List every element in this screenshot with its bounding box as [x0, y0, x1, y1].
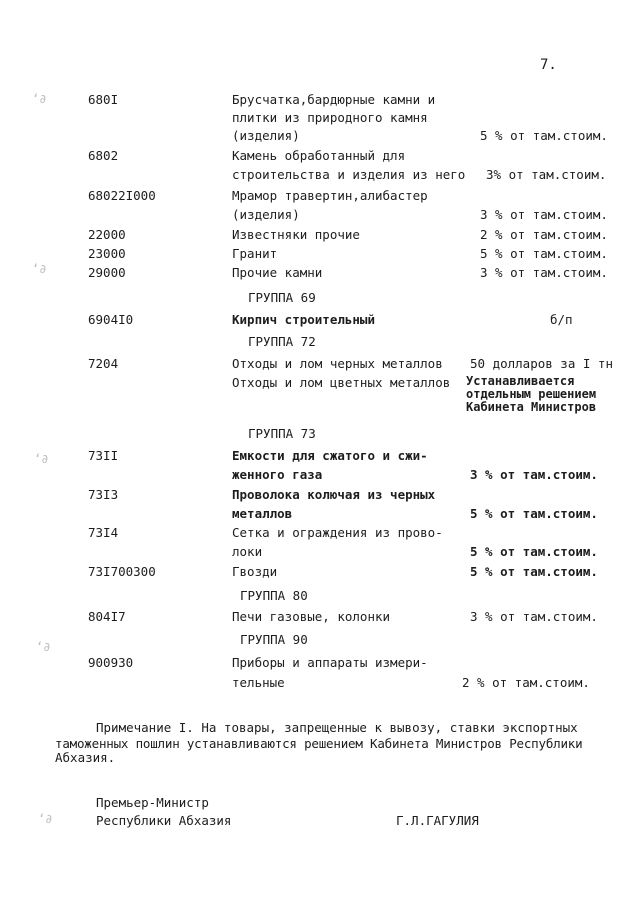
tariff-code: 73I3 — [88, 487, 119, 502]
item-description: Известняки прочие — [232, 227, 360, 242]
duty-rate: 50 долларов за I тн — [470, 356, 613, 371]
tariff-code: 73I4 — [88, 525, 119, 540]
item-description: Отходы и лом цветных металлов — [232, 375, 451, 390]
tariff-code: 73I700300 — [88, 564, 156, 579]
duty-rate-note: отдельным решением — [466, 387, 597, 401]
margin-mark: ʻ∂ — [32, 262, 47, 276]
item-description: Приборы и аппараты измери- — [232, 655, 428, 670]
tariff-code: 22000 — [88, 227, 126, 242]
duty-rate: 5 % от там.стоим. — [470, 564, 598, 579]
tariff-code: 73II — [88, 448, 119, 463]
duty-rate: б/п — [550, 312, 573, 327]
duty-rate: 5 % от там.стоим. — [470, 506, 598, 521]
signatory-title: Премьер-Министр — [96, 795, 209, 810]
item-description: Отходы и лом черных металлов — [232, 356, 443, 371]
note-text: Примечание I. На товары, запрещенные к вывозу, ставки экспортных — [96, 720, 578, 735]
duty-rate: 2 % от там.стоим. — [480, 227, 608, 242]
page-number: 7. — [540, 57, 557, 73]
margin-mark: ʻ∂ — [34, 452, 49, 466]
duty-rate: 3 % от там.стоим. — [480, 207, 608, 222]
item-description: (изделия) — [232, 128, 300, 143]
tariff-code: 23000 — [88, 246, 126, 261]
item-description: (изделия) — [232, 207, 300, 222]
note-text: Абхазия. — [55, 750, 116, 765]
item-description: Печи газовые, колонки — [232, 609, 391, 624]
tariff-code: 804I7 — [88, 609, 126, 624]
item-description: Брусчатка,бардюрные камни и — [232, 92, 436, 107]
duty-rate: 5 % от там.стоим. — [480, 128, 608, 143]
item-description: Мрамор травертин,алибастер — [232, 188, 428, 203]
tariff-code: 680I — [88, 92, 119, 107]
duty-rate: 3 % от там.стоим. — [470, 467, 598, 482]
item-description: Гранит — [232, 246, 278, 261]
duty-rate: 5 % от там.стоим. — [480, 246, 608, 261]
margin-mark: ʻ∂ — [32, 92, 47, 106]
item-description: плитки из природного камня — [232, 110, 428, 125]
item-description: локи — [232, 544, 263, 559]
item-description: металлов — [232, 506, 293, 521]
duty-rate-note: Устанавливается — [466, 374, 575, 388]
tariff-code: 7204 — [88, 356, 119, 371]
margin-mark: ʻ∂ — [38, 812, 53, 826]
item-description: тельные — [232, 675, 285, 690]
note-text: таможенных пошлин устанавливаются решением Кабинета Министров Республики — [55, 736, 583, 751]
duty-rate: 3 % от там.стоим. — [470, 609, 598, 624]
item-description: Емкости для сжатого и сжи- — [232, 448, 428, 463]
item-description: женного газа — [232, 467, 323, 482]
tariff-code: 900930 — [88, 655, 134, 670]
tariff-code: 6904I0 — [88, 312, 134, 327]
item-description: Сетка и ограждения из прово- — [232, 525, 443, 540]
duty-rate: 3% от там.стоим. — [486, 167, 607, 182]
tariff-code: 29000 — [88, 265, 126, 280]
group-heading: ГРУППА 80 — [240, 588, 308, 603]
item-description: Прочие камни — [232, 265, 323, 280]
item-description: Гвозди — [232, 564, 278, 579]
item-description: Кирпич строительный — [232, 312, 375, 327]
item-description: Камень обработанный для — [232, 148, 406, 163]
signatory-name: Г.Л.ГАГУЛИЯ — [396, 813, 479, 828]
item-description: Проволока колючая из черных — [232, 487, 436, 502]
item-description: строительства и изделия из него — [232, 167, 466, 182]
margin-mark: ʻ∂ — [36, 640, 51, 654]
tariff-code: 68022I000 — [88, 188, 156, 203]
signatory-title: Республики Абхазия — [96, 813, 232, 828]
group-heading: ГРУППА 90 — [240, 632, 308, 647]
duty-rate-note: Кабинета Министров — [466, 400, 597, 414]
group-heading: ГРУППА 73 — [248, 426, 316, 441]
group-heading: ГРУППА 69 — [248, 290, 316, 305]
group-heading: ГРУППА 72 — [248, 334, 316, 349]
duty-rate: 2 % от там.стоим. — [462, 675, 590, 690]
duty-rate: 5 % от там.стоим. — [470, 544, 598, 559]
duty-rate: 3 % от там.стоим. — [480, 265, 608, 280]
tariff-code: 6802 — [88, 148, 119, 163]
